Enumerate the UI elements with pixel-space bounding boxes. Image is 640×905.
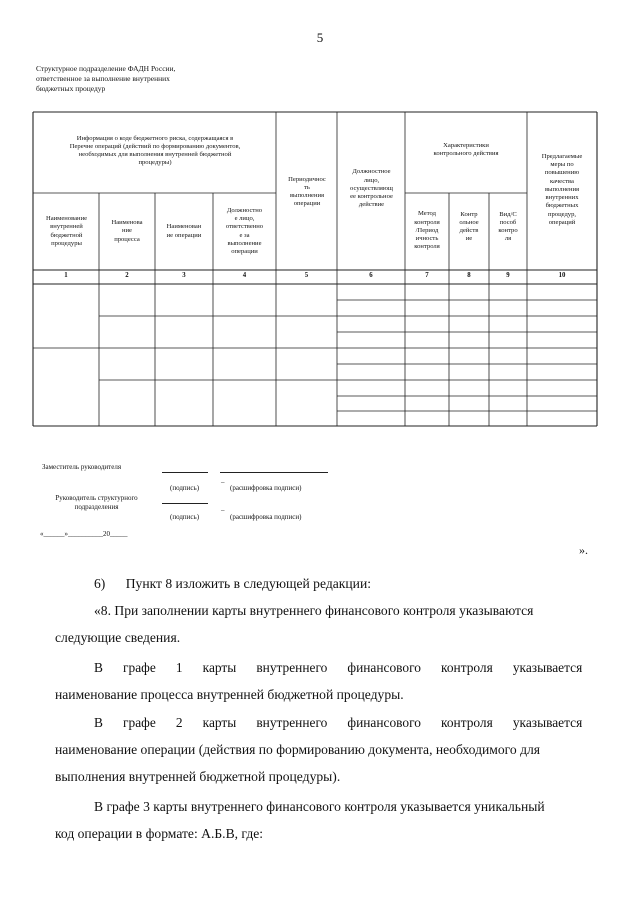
header-text-line: Наименован bbox=[166, 223, 202, 231]
header-text-line: процедуры bbox=[51, 239, 82, 247]
header-text-line: лицо, bbox=[363, 176, 380, 184]
column-header-2 bbox=[99, 194, 155, 269]
paragraph-col3-line-1: В графе 3 карты внутреннего финансового контроля указывается уникальный bbox=[94, 799, 545, 814]
header-text-line: контроля bbox=[414, 218, 440, 226]
paragraph-col1-line-2: наименование процесса внутренней бюджетной процедуры. bbox=[55, 687, 404, 702]
paragraph-col2-line-1: В графе 2 карты внутреннего финансового контроля указывается bbox=[94, 715, 583, 730]
paragraph-col1-line-1: В графе 1 карты внутреннего финансового контроля указывается bbox=[94, 660, 583, 675]
header-text-line: Предлагаемые bbox=[541, 153, 583, 161]
column-number: 4 bbox=[242, 272, 247, 279]
header-text-line: повышению bbox=[544, 169, 580, 177]
header-text-line: выполнение bbox=[227, 239, 262, 247]
header-text-line: действ bbox=[459, 227, 479, 234]
paragraph-col2-line-3: выполнения внутренней бюджетной процедуры). bbox=[55, 769, 341, 784]
header-text-line: ее контрольное bbox=[350, 193, 393, 201]
header-text-line: процесса bbox=[114, 235, 140, 243]
signature-line bbox=[162, 472, 208, 473]
header-text-line: Должностное bbox=[352, 168, 391, 176]
header-text-line: Должностно bbox=[226, 206, 263, 214]
header-text-line: внутренней bbox=[50, 223, 83, 231]
column-number: 2 bbox=[125, 272, 129, 279]
column-number: 3 bbox=[182, 272, 186, 279]
signature-decode-line bbox=[220, 472, 328, 473]
header-text-line: качества bbox=[550, 177, 574, 185]
paragraph-8-line-1: «8. При заполнении карты внутреннего финансового контроля указываются bbox=[94, 603, 534, 618]
header-text-line: бюджетной bbox=[50, 231, 83, 239]
column-header-10 bbox=[528, 144, 596, 236]
column-header-6 bbox=[338, 164, 405, 214]
decode-caption: (расшифровка подписи) bbox=[230, 513, 302, 521]
header-text-line: ие bbox=[465, 235, 473, 243]
header-text-line: Метод bbox=[418, 210, 436, 218]
signature-caption: (подпись) bbox=[170, 484, 200, 492]
dash-mark: – bbox=[221, 478, 225, 486]
paragraph-col2-line-2: наименование операции (действия по формированию документа, необходимого для bbox=[55, 742, 541, 757]
header-text-line: Периодичнос bbox=[288, 175, 326, 183]
header-text-line: операции bbox=[293, 200, 321, 208]
paragraph-8-line-2: следующие сведения. bbox=[55, 630, 181, 645]
header-text-line: Информация о коде бюджетного риска, содержащаяся в bbox=[76, 134, 234, 142]
header-line: Структурное подразделение ФАДН России, bbox=[36, 64, 176, 73]
header-text-line: процедуры) bbox=[138, 159, 172, 167]
header-text-line: ие операции bbox=[166, 231, 202, 239]
header-text-line: действие bbox=[358, 201, 385, 209]
page-number: 5 bbox=[316, 30, 324, 45]
column-header-9 bbox=[489, 200, 527, 254]
decode-caption: (расшифровка подписи) bbox=[230, 484, 302, 492]
date-field: «______»__________20_____ bbox=[40, 530, 128, 538]
dash-mark: – bbox=[221, 506, 225, 514]
header-text-line: Вид/С bbox=[499, 210, 517, 218]
header-text-line: ответственно bbox=[225, 223, 264, 231]
header-text-line: пособ bbox=[499, 218, 517, 226]
column-number: 1 bbox=[64, 272, 68, 279]
column-number: 9 bbox=[506, 272, 510, 279]
header-text-line: Контр bbox=[460, 210, 478, 218]
header-text-line: осуществляющ bbox=[350, 184, 393, 192]
column-number: 10 bbox=[558, 272, 566, 279]
unit-head-label-line: подразделения bbox=[74, 503, 119, 511]
paragraph-item-6: 6) Пункт 8 изложить в следующей редакции: bbox=[94, 576, 371, 591]
paragraph-col3-line-2: код операции в формате: А.Б.В, где: bbox=[55, 826, 264, 841]
header-text-line: ние bbox=[122, 227, 132, 235]
header-text-line: /Период bbox=[415, 226, 439, 234]
header-text-line: меры по bbox=[550, 161, 574, 169]
column-header-4 bbox=[213, 194, 276, 269]
column-number: 8 bbox=[467, 272, 471, 279]
signature-caption: (подпись) bbox=[170, 513, 200, 521]
header-text-line: е за bbox=[239, 231, 250, 239]
column-header-3 bbox=[155, 194, 213, 269]
header-text-line: операции bbox=[231, 247, 258, 255]
header-text-line: Перечне операций (действий по формированию документов, bbox=[69, 142, 241, 150]
header-text-line: Наименование bbox=[45, 215, 88, 223]
header-risk-info bbox=[35, 126, 275, 176]
header-text-line: ля bbox=[504, 235, 512, 243]
header-text-line: ольное bbox=[459, 218, 479, 226]
header-text-line: необходимых для выполнения внутренней бюджетной bbox=[78, 151, 232, 158]
header-control-characteristics bbox=[406, 135, 526, 165]
header-text-line: контрольного действия bbox=[433, 150, 499, 157]
header-text-line: Характеристики bbox=[443, 141, 489, 149]
column-number: 5 bbox=[304, 272, 309, 279]
header-text-line: операций bbox=[548, 218, 576, 226]
header-text-line: ичность bbox=[415, 235, 439, 243]
header-text-line: внутренних bbox=[545, 194, 579, 202]
header-text-line: е лицо, bbox=[234, 215, 255, 223]
column-header-1 bbox=[34, 194, 99, 269]
header-text-line: выполнения bbox=[544, 185, 580, 193]
header-line: ответственное за выполнение внутренних bbox=[36, 74, 170, 83]
unit-head-label bbox=[44, 494, 149, 512]
header-text-line: выполнения bbox=[289, 192, 325, 199]
header-text-line: бюджетных bbox=[545, 202, 579, 210]
header-text-line: Наименова bbox=[111, 219, 143, 227]
signature-line bbox=[162, 503, 208, 504]
unit-head-label-line: Руководитель структурного bbox=[55, 494, 138, 502]
column-number: 7 bbox=[425, 272, 429, 279]
deputy-head-label: Заместитель руководителя bbox=[42, 463, 122, 471]
column-number: 6 bbox=[369, 272, 373, 279]
column-header-5 bbox=[277, 170, 337, 214]
header-text-line: контроля bbox=[414, 243, 440, 251]
column-header-7 bbox=[405, 200, 449, 262]
column-header-8 bbox=[449, 200, 489, 254]
header-line: бюджетных процедур bbox=[36, 84, 106, 93]
header-text-line: ть bbox=[304, 183, 310, 191]
closing-quote: ». bbox=[579, 543, 588, 557]
header-text-line: процедур, bbox=[547, 210, 577, 218]
header-text-line: контро bbox=[498, 227, 518, 234]
